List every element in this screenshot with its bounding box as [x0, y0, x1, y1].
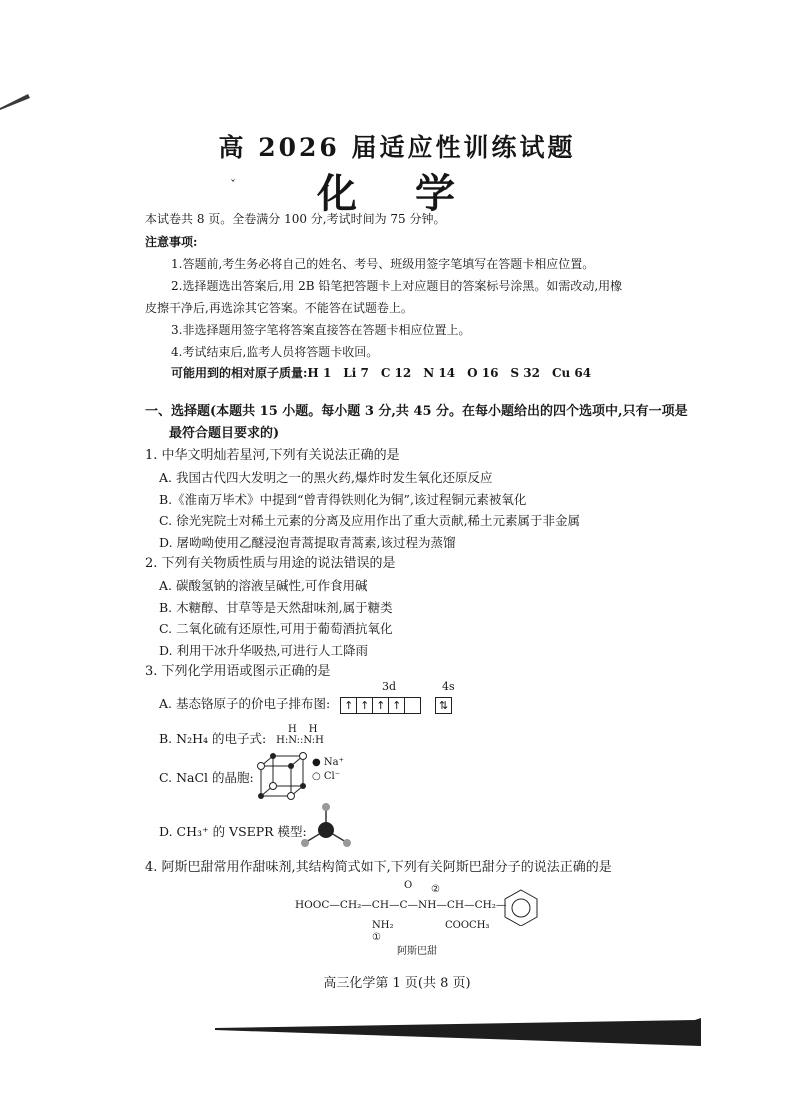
marker-1: ① [372, 932, 381, 943]
notice-item-1: 1.答题前,考生务必将自己的姓名、考号、班级用签字笔填写在答题卡相应位置。 [171, 257, 595, 271]
page-footer: 高三化学第 1 页(共 8 页) [323, 976, 471, 991]
notice-item-3: 3.非选择题用签字笔将答案直接答在答题卡相应位置上。 [171, 323, 471, 337]
orbital-box [405, 697, 421, 714]
question-3-option-a [159, 694, 452, 715]
aspartame-structure [295, 880, 555, 960]
question-1-option-b: B.《淮南万毕术》中提到“曾青得铁则化为铜”,该过程铜元素被氧化 [159, 492, 527, 507]
ch3-vsepr-model [296, 800, 356, 852]
marker-2: ② [431, 884, 440, 895]
notice-item-4: 4.考试结束后,监考人员将答题卡收回。 [171, 345, 379, 359]
structure-caption: 阿斯巴甜 [397, 946, 437, 957]
question-3-stem: 3. 下列化学用语或图示正确的是 [145, 664, 331, 679]
orbital-label-3d: 3d [382, 680, 397, 693]
carbonyl-oxygen: O [404, 880, 413, 891]
exam-intro: 本试卷共 8 页。全卷满分 100 分,考试时间为 75 分钟。 [145, 212, 446, 226]
orbital-box: ↑ [373, 697, 389, 714]
orbital-diagram-3d [340, 695, 421, 715]
question-3-option-c: C. NaCl 的晶胞: [159, 770, 254, 785]
nacl-unit-cell-diagram [255, 752, 315, 802]
question-2-option-b: B. 木糖醇、甘草等是天然甜味剂,属于糖类 [159, 600, 393, 615]
exam-title: 高 2026 届适应性训练试题 [218, 133, 576, 162]
pen-mark: ˇ [230, 178, 236, 192]
subject-title: 化 学 [317, 170, 477, 217]
question-3-option-d: D. CH₃⁺ 的 VSEPR 模型: [159, 824, 307, 839]
aspartame-main-chain: HOOC—CH₂—CH—C—NH—CH—CH₂— [295, 899, 507, 911]
atomic-mass-line: 可能用到的相对原子质量:H 1 Li 7 C 12 N 14 O 16 S 32 Cu 64 [171, 366, 592, 380]
question-1-stem: 1. 中华文明灿若星河,下列有关说法正确的是 [145, 448, 400, 463]
orbital-box: ↑ [357, 697, 373, 714]
question-3-option-b-text: B. N₂H₄ 的电子式: [159, 731, 267, 746]
scan-edge-shadow [215, 1014, 701, 1050]
n2h4-electron-formula: H:N::N:H [276, 735, 324, 746]
legend-cl: ○ Cl⁻ [312, 771, 341, 782]
question-4-stem: 4. 阿斯巴甜常用作甜味剂,其结构简式如下,下列有关阿斯巴甜分子的说法正确的是 [145, 860, 612, 875]
question-2-option-c: C. 二氧化硫有还原性,可用于葡萄酒抗氧化 [159, 621, 393, 636]
question-2-option-d: D. 利用干冰升华吸热,可进行人工降雨 [159, 643, 368, 658]
amino-group: NH₂ [372, 920, 394, 931]
ester-group: COOCH₃ [445, 920, 490, 931]
notice-heading: 注意事项: [145, 235, 198, 249]
question-2-stem: 2. 下列有关物质性质与用途的说法错误的是 [145, 556, 396, 571]
question-1-option-d: D. 屠呦呦使用乙醚浸泡青蒿提取青蒿素,该过程为蒸馏 [159, 535, 456, 550]
question-1-option-a: A. 我国古代四大发明之一的黑火药,爆炸时发生氧化还原反应 [159, 470, 493, 485]
orbital-box: ↑ [340, 697, 357, 714]
section-heading: 一、选择题(本题共 15 小题。每小题 3 分,共 45 分。在每小题给出的四个选项中,只有一项是 [145, 404, 688, 419]
benzene-ring [501, 888, 541, 926]
notice-item-2-cont: 皮擦干净后,再选涂其它答案。不能答在试题卷上。 [145, 301, 413, 315]
question-2-option-a: A. 碳酸氢钠的溶液呈碱性,可作食用碱 [159, 578, 368, 593]
legend-na-label: Na⁺ [323, 757, 344, 768]
legend-cl-label: Cl⁻ [323, 771, 341, 782]
n2h4-hydrogens-top: H H [288, 724, 319, 735]
orbital-box: ⇅ [435, 697, 452, 714]
section-heading-cont: 最符合题目要求的) [169, 426, 280, 441]
scan-corner-mark [0, 90, 40, 110]
orbital-label-4s: 4s [442, 680, 455, 693]
question-3-option-a-text: A. 基态铬原子的价电子排布图: [159, 696, 331, 711]
orbital-diagram-4s [435, 695, 452, 715]
legend-na: ● Na⁺ [312, 757, 344, 768]
notice-item-2: 2.选择题选出答案后,用 2B 铅笔把答题卡上对应题目的答案标号涂黑。如需改动,用橡 [171, 279, 623, 293]
question-1-option-c: C. 徐光宪院士对稀土元素的分离及应用作出了重大贡献,稀土元素属于非金属 [159, 513, 581, 528]
question-3-option-b [159, 729, 324, 751]
orbital-box: ↑ [389, 697, 405, 714]
